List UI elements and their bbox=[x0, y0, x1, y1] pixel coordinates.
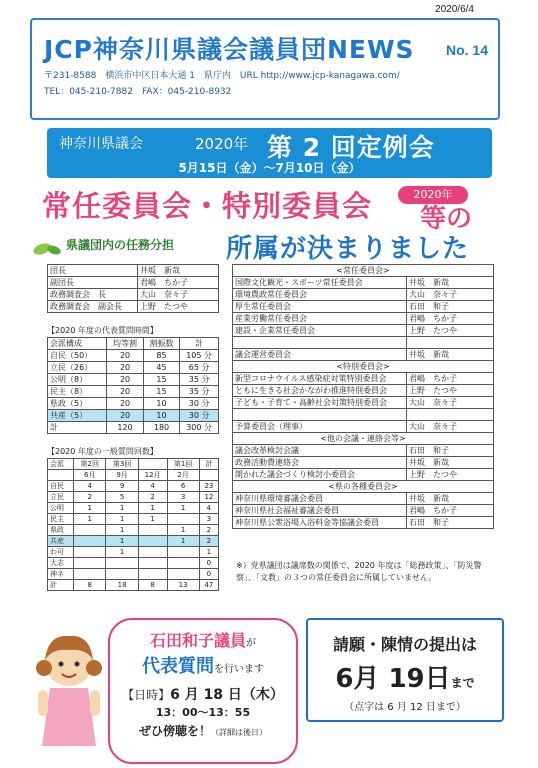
count-table-cell: 1 bbox=[74, 503, 106, 514]
time-table-cell: 20 bbox=[107, 362, 143, 374]
count-table-cell bbox=[74, 547, 106, 558]
role-row bbox=[48, 289, 219, 301]
committee-name: 国際文化観光・スポーツ常任委員会 bbox=[233, 277, 407, 289]
committee-section-title bbox=[233, 481, 494, 493]
committee-member: 井坂 新哉 bbox=[407, 277, 494, 289]
count-table-cell: 1 bbox=[106, 547, 138, 558]
count-table-cell: 3 bbox=[199, 514, 218, 525]
count-table-cell: 9 bbox=[106, 481, 138, 492]
count-table-cell bbox=[106, 569, 138, 580]
committee-row bbox=[233, 277, 494, 289]
count-table-cell: 2 bbox=[74, 492, 106, 503]
card-action-suffix: を行います bbox=[214, 664, 264, 675]
petition-deadline: 6月 19日 bbox=[335, 664, 451, 694]
committee-member: 井坂 新哉 bbox=[407, 349, 494, 361]
banner-session: 第 2 回定例会 bbox=[267, 133, 435, 162]
time-table-cell: 30 分 bbox=[180, 410, 219, 422]
committee-table bbox=[232, 264, 494, 529]
time-table-header-cell: 割振数 bbox=[143, 338, 179, 350]
committee-member bbox=[407, 409, 494, 421]
time-table-cell: 45 bbox=[143, 362, 179, 374]
time-table-cell: 民主（8） bbox=[48, 386, 107, 398]
time-table-cell: 180 bbox=[143, 422, 179, 434]
count-table-cell bbox=[167, 547, 199, 558]
banner-assembly: 神奈川県議会 bbox=[59, 136, 143, 152]
time-table-row bbox=[48, 386, 219, 398]
committee-row bbox=[233, 385, 494, 397]
newsletter-title: JCP神奈川県議会議員団NEWS bbox=[44, 35, 415, 64]
committee-member: 石田 和子 bbox=[407, 517, 494, 529]
time-table-cell: 自民（50） bbox=[48, 350, 107, 362]
count-table-subheader-cell: 2月 bbox=[167, 470, 199, 481]
role-row bbox=[48, 301, 219, 313]
time-table-cell: 20 bbox=[107, 410, 143, 422]
card-name-suffix: が bbox=[246, 638, 256, 649]
committee-section-heading: <常任委員会> bbox=[233, 265, 494, 277]
count-table-cell: 1 bbox=[167, 536, 199, 547]
card-date: 6 月 18 日（木） bbox=[170, 687, 284, 703]
count-table-cell: 1 bbox=[138, 514, 167, 525]
committee-row bbox=[233, 337, 494, 349]
role-title: 団長 bbox=[48, 265, 138, 277]
time-table-cell: 120 bbox=[107, 422, 143, 434]
committee-member: 上野 たつや bbox=[407, 469, 494, 481]
committee-row bbox=[233, 301, 494, 313]
committee-name: ともに生きる社会かながわ推進特別委員会 bbox=[233, 385, 407, 397]
count-table-cell: 1 bbox=[106, 514, 138, 525]
issue-date: 2020/6/4 bbox=[435, 4, 474, 15]
card-invite: ぜひ傍聴を！ bbox=[138, 724, 211, 738]
leaf-icon bbox=[32, 240, 62, 258]
committee-member: 石田 和子 bbox=[407, 445, 494, 457]
headline-line1: 常任委員会・特別委員会 bbox=[42, 189, 373, 223]
time-table-cell: 35 分 bbox=[180, 386, 219, 398]
count-table-cell bbox=[138, 547, 167, 558]
time-table-cell: 85 bbox=[143, 350, 179, 362]
time-table-row bbox=[48, 410, 219, 422]
count-table-cell: 4 bbox=[74, 481, 106, 492]
address-line: 〒231-8588 横浜市中区日本大通 1 県庁内 URL http://www.jcp-kanagawa.com/ bbox=[44, 71, 400, 81]
committee-name: 神奈川県環境審議会委員 bbox=[233, 493, 407, 505]
committee-name bbox=[233, 409, 407, 421]
count-table-cell: 2 bbox=[199, 536, 218, 547]
role-member: 上野 たつや bbox=[138, 301, 219, 313]
petition-deadline-suffix: まで bbox=[450, 676, 475, 690]
petition-braille: （点字は 6 月 12 日まで） bbox=[344, 702, 466, 713]
count-table-cell: 神ネ bbox=[48, 569, 74, 580]
count-table-cell bbox=[167, 558, 199, 569]
time-table-cell: 公明（8） bbox=[48, 374, 107, 386]
committee-row bbox=[233, 373, 494, 385]
count-table-cell bbox=[167, 514, 199, 525]
time-table-cell: 35 分 bbox=[180, 374, 219, 386]
count-table-cell: 8 bbox=[74, 580, 106, 591]
count-table-cell: 1 bbox=[167, 525, 199, 536]
time-table-cell: 20 bbox=[107, 350, 143, 362]
card-name: 石田和子議員 bbox=[149, 631, 246, 650]
committee-name: 政務活動費連絡会 bbox=[233, 457, 407, 469]
count-table-cell: 計 bbox=[48, 580, 74, 591]
committee-name: 産業労働常任委員会 bbox=[233, 313, 407, 325]
count-table-cell: 23 bbox=[199, 481, 218, 492]
count-table-header-cell: 第2回 bbox=[74, 459, 106, 470]
committee-row bbox=[233, 469, 494, 481]
committee-name: 議会改革検討会議 bbox=[233, 445, 407, 457]
committee-section-title bbox=[233, 265, 494, 277]
committee-member: 井坂 新哉 bbox=[407, 457, 494, 469]
count-table-cell: 4 bbox=[199, 503, 218, 514]
count-table-header-cell bbox=[138, 459, 167, 470]
count-table-cell: 1 bbox=[106, 503, 138, 514]
session-banner bbox=[47, 128, 492, 178]
role-title: 政務調査会 副会長 bbox=[48, 301, 138, 313]
time-table-cell: 300 分 bbox=[180, 422, 219, 434]
count-table-cell bbox=[74, 558, 106, 569]
committee-member: 君嶋 ちか子 bbox=[407, 373, 494, 385]
card-name-line bbox=[110, 628, 296, 651]
count-table-cell: 1 bbox=[167, 503, 199, 514]
committee-member: 石田 和子 bbox=[407, 301, 494, 313]
count-table-cell: 13 bbox=[167, 580, 199, 591]
count-table-cell bbox=[74, 525, 106, 536]
committee-row bbox=[233, 421, 494, 433]
count-table-header-cell: 会派 bbox=[48, 459, 74, 470]
role-row bbox=[48, 277, 219, 289]
count-table-cell: 1 bbox=[74, 514, 106, 525]
committee-section-title bbox=[233, 361, 494, 373]
count-table-cell bbox=[138, 536, 167, 547]
year-badge: 2020年 bbox=[398, 186, 468, 204]
card-action-line bbox=[110, 652, 296, 678]
count-table-row bbox=[48, 580, 219, 591]
committee-member: 上野 たつや bbox=[407, 325, 494, 337]
committee-section-title bbox=[233, 433, 494, 445]
time-table-cell: 15 bbox=[143, 386, 179, 398]
committee-row bbox=[233, 457, 494, 469]
role-title: 政務調査会 長 bbox=[48, 289, 138, 301]
committee-row bbox=[233, 505, 494, 517]
question-count-table bbox=[47, 458, 219, 591]
time-table-cell: 10 bbox=[143, 398, 179, 410]
committee-row bbox=[233, 517, 494, 529]
count-table-cell bbox=[74, 536, 106, 547]
count-table-cell: 自民 bbox=[48, 481, 74, 492]
count-table-row bbox=[48, 536, 219, 547]
committee-member: 大山 奈々子 bbox=[407, 421, 494, 433]
count-table-subheader bbox=[48, 470, 219, 481]
count-table-row bbox=[48, 492, 219, 503]
petition-title: 請願・陳情の提出は bbox=[332, 635, 477, 654]
time-table-cell: 10 bbox=[143, 410, 179, 422]
count-table-cell bbox=[138, 569, 167, 580]
time-table-cell: 立民（26） bbox=[48, 362, 107, 374]
count-table-cell bbox=[138, 525, 167, 536]
count-table-cell: 5 bbox=[106, 492, 138, 503]
time-table-header-cell: 均等割 bbox=[107, 338, 143, 350]
count-table-row bbox=[48, 503, 219, 514]
time-table-cell: 20 bbox=[107, 386, 143, 398]
time-table-row bbox=[48, 374, 219, 386]
role-member: 君嶋 ちか子 bbox=[138, 277, 219, 289]
committee-name: 新型コロナウイルス感染症対策特別委員会 bbox=[233, 373, 407, 385]
committee-section-heading: <特別委員会> bbox=[233, 361, 494, 373]
count-table-cell: 4 bbox=[138, 481, 167, 492]
count-table-caption: 【2020 年度の一般質問回数】 bbox=[47, 447, 158, 456]
committee-name: 予算委員会（理事） bbox=[233, 421, 407, 433]
count-table-cell: 2 bbox=[138, 492, 167, 503]
card-action: 代表質問 bbox=[142, 656, 214, 677]
contact-line: TEL：045-210-7882 FAX：045-210-8932 bbox=[44, 87, 232, 97]
count-table-cell: 6 bbox=[167, 481, 199, 492]
time-table-header bbox=[48, 338, 219, 350]
banner-dates: 5月15日（金）～7月10日（金） bbox=[178, 161, 361, 175]
representative-question-card bbox=[108, 618, 298, 764]
count-table-cell bbox=[106, 558, 138, 569]
count-table-cell bbox=[138, 558, 167, 569]
role-member: 井坂 新哉 bbox=[138, 265, 219, 277]
committee-section-heading: <他の会議・連絡会等> bbox=[233, 433, 494, 445]
count-table-cell: 大志 bbox=[48, 558, 74, 569]
time-table-row bbox=[48, 422, 219, 434]
count-table-cell: 0 bbox=[199, 558, 218, 569]
committee-row bbox=[233, 409, 494, 421]
committee-member: 大山 奈々子 bbox=[407, 289, 494, 301]
time-table-cell: 20 bbox=[107, 398, 143, 410]
committee-member: 上野 たつや bbox=[407, 385, 494, 397]
committee-name bbox=[233, 337, 407, 349]
footnote: ※）党県議団は議席数の関係で、2020 年度は「総務政策」、「防災警察」、「文教」の３つの常任委員会に所属していません。 bbox=[236, 561, 482, 582]
time-table-cell: 計 bbox=[48, 422, 107, 434]
time-table-header-cell: 計 bbox=[180, 338, 219, 350]
committee-row bbox=[233, 325, 494, 337]
committee-member: 君嶋 ちか子 bbox=[407, 505, 494, 517]
count-table-cell: 共産 bbox=[48, 536, 74, 547]
committee-member: 君嶋 ちか子 bbox=[407, 313, 494, 325]
count-table-cell bbox=[167, 569, 199, 580]
count-table-cell: 18 bbox=[106, 580, 138, 591]
committee-name: 議会運営委員会 bbox=[233, 349, 407, 361]
committee-row bbox=[233, 445, 494, 457]
committee-name: 建設・企業常任委員会 bbox=[233, 325, 407, 337]
roles-table bbox=[47, 264, 219, 313]
count-table-cell: 公明 bbox=[48, 503, 74, 514]
committee-row bbox=[233, 349, 494, 361]
count-table-row bbox=[48, 481, 219, 492]
time-table-cell: 65 分 bbox=[180, 362, 219, 374]
count-table-subheader-cell: 12月 bbox=[138, 470, 167, 481]
count-table-cell: 立民 bbox=[48, 492, 74, 503]
committee-row bbox=[233, 289, 494, 301]
newsletter-header bbox=[30, 18, 500, 120]
committee-name: 開かれた議会づくり検討小委員会 bbox=[233, 469, 407, 481]
count-table-cell: 47 bbox=[199, 580, 218, 591]
card-date-line bbox=[110, 684, 296, 704]
count-table-cell: 3 bbox=[167, 492, 199, 503]
committee-section-heading: <県の各種委員会> bbox=[233, 481, 494, 493]
petition-box bbox=[306, 618, 504, 722]
count-table-cell: 12 bbox=[199, 492, 218, 503]
committee-row bbox=[233, 397, 494, 409]
card-invite-line bbox=[110, 722, 296, 739]
count-table-cell bbox=[74, 569, 106, 580]
time-table-cell: 20 bbox=[107, 374, 143, 386]
girl-illustration-icon bbox=[30, 628, 108, 754]
headline-line1-suffix: 等の bbox=[420, 204, 473, 234]
time-table-row bbox=[48, 350, 219, 362]
count-table-subheader-cell bbox=[199, 470, 218, 481]
count-table-row bbox=[48, 558, 219, 569]
committee-member: 大山 奈々子 bbox=[407, 397, 494, 409]
count-table-subheader-cell: 6月 bbox=[74, 470, 106, 481]
role-row bbox=[48, 265, 219, 277]
count-table-subheader-cell: 9月 bbox=[106, 470, 138, 481]
count-table-row bbox=[48, 547, 219, 558]
time-table-cell: 105 分 bbox=[180, 350, 219, 362]
time-table-cell: 共産（5） bbox=[48, 410, 107, 422]
count-table-cell: 1 bbox=[138, 503, 167, 514]
count-table-header bbox=[48, 459, 219, 470]
committee-member bbox=[407, 337, 494, 349]
count-table-cell: 1 bbox=[106, 525, 138, 536]
count-table-cell: 県政 bbox=[48, 525, 74, 536]
time-table-row bbox=[48, 398, 219, 410]
time-table-cell: 県政（5） bbox=[48, 398, 107, 410]
count-table-cell: わ可 bbox=[48, 547, 74, 558]
banner-year: 2020年 bbox=[195, 135, 249, 153]
count-table-cell: 民主 bbox=[48, 514, 74, 525]
time-table-row bbox=[48, 362, 219, 374]
role-title: 副団長 bbox=[48, 277, 138, 289]
card-date-label: 【日時】 bbox=[122, 688, 171, 702]
count-table-cell: 1 bbox=[106, 536, 138, 547]
roles-section-title: 県議団内の任務分担 bbox=[66, 238, 175, 252]
question-time-table bbox=[47, 337, 219, 434]
time-table-cell: 30 分 bbox=[180, 398, 219, 410]
count-table-row bbox=[48, 514, 219, 525]
committee-name: 子ども・子育て・高齢社会対策特別委員会 bbox=[233, 397, 407, 409]
petition-deadline-line bbox=[308, 658, 502, 695]
committee-name: 厚生常任委員会 bbox=[233, 301, 407, 313]
count-table-header-cell: 第1回 bbox=[167, 459, 199, 470]
count-table-row bbox=[48, 525, 219, 536]
count-table-cell: 1 bbox=[199, 547, 218, 558]
count-table-cell: 8 bbox=[138, 580, 167, 591]
count-table-subheader-cell bbox=[48, 470, 74, 481]
count-table-row bbox=[48, 569, 219, 580]
card-invite-note: （詳細は後日） bbox=[211, 728, 267, 737]
committee-name: 神奈川県社会福祉審議会委員 bbox=[233, 505, 407, 517]
committee-member: 井坂 新哉 bbox=[407, 493, 494, 505]
count-table-header-cell: 第3回 bbox=[106, 459, 138, 470]
time-table-header-cell: 会派構成 bbox=[48, 338, 107, 350]
headline-line2: 所属が決まりました bbox=[226, 234, 470, 264]
card-time: 13：00～13：55 bbox=[155, 706, 251, 719]
committee-row bbox=[233, 493, 494, 505]
committee-name: 環境農政常任委員会 bbox=[233, 289, 407, 301]
count-table-cell: 2 bbox=[199, 525, 218, 536]
committee-name: 神奈川県公衆浴場入浴料金等協議会委員 bbox=[233, 517, 407, 529]
role-member: 大山 奈々子 bbox=[138, 289, 219, 301]
count-table-header-cell: 計 bbox=[199, 459, 218, 470]
committee-row bbox=[233, 313, 494, 325]
time-table-cell: 15 bbox=[143, 374, 179, 386]
time-table-caption: 【2020 年度の代表質問時間】 bbox=[47, 326, 158, 335]
issue-number: No. 14 bbox=[445, 42, 488, 58]
count-table-cell: 0 bbox=[199, 569, 218, 580]
